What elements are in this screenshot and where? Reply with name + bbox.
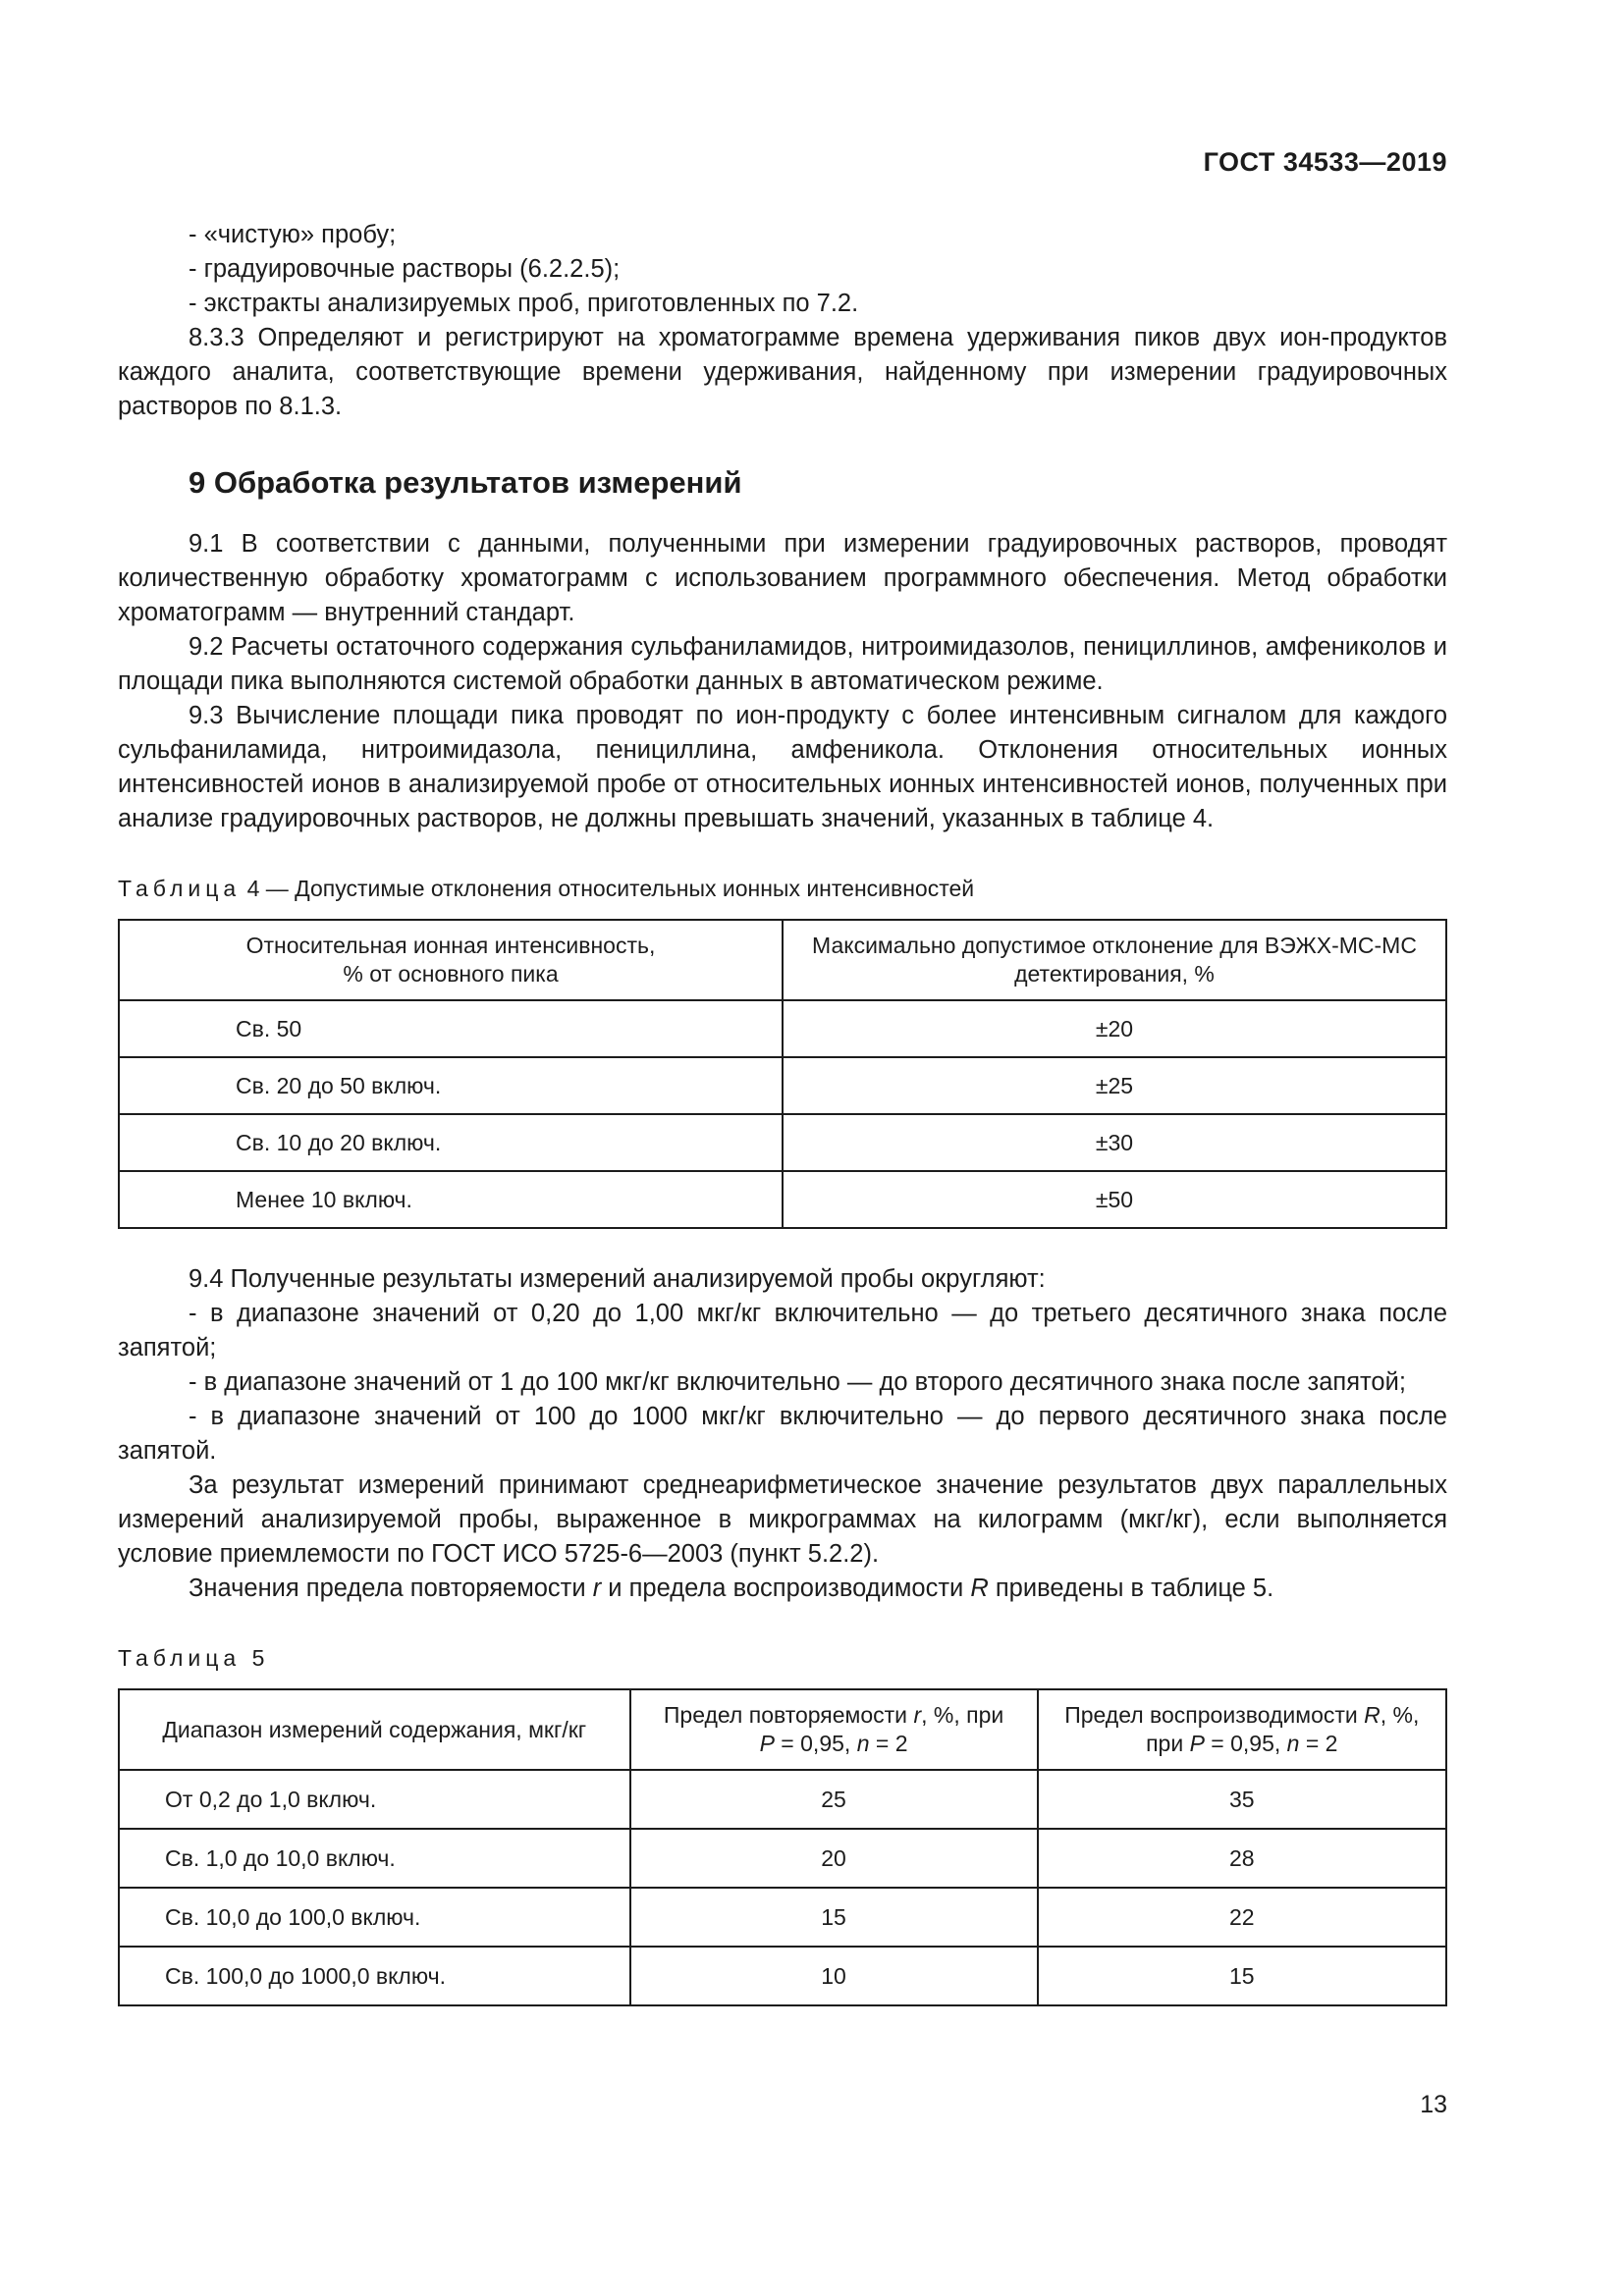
table-cell: Св. 10,0 до 100,0 включ.	[119, 1888, 630, 1947]
table-row	[119, 1947, 1446, 2005]
table-cell: ±25	[783, 1057, 1446, 1114]
text-run: и предела воспроизводимости	[601, 1575, 971, 1602]
section-title: 9 Обработка результатов измерений	[189, 465, 742, 500]
text-run: Предел воспроизводимости	[1064, 1702, 1365, 1728]
column-header: Диапазон измерений содержания, мкг/кг	[119, 1689, 630, 1770]
paragraph-9-3: 9.3 Вычисление площади пика проводят по ион-продукту с более интенсивным сигналом для каждого сульфаниламида, нитроимидазола, пенициллина, амфеникола. Отклонения относительных ионных интенсивностей ионов в анализируемой пробе от относительных ионных интенсивностей ионов, полученных при анализе градуировочных растворов, не должны превышать значений, указанных в таблице 4.	[118, 702, 1447, 832]
table-4-title: 4 — Допустимые отклонения относительных ионных интенсивностей	[241, 876, 975, 901]
column-header	[1038, 1689, 1446, 1770]
list-item: - экстракты анализируемых проб, приготовленных по 7.2.	[189, 290, 859, 317]
list-item: - в диапазоне значений от 1 до 100 мкг/кг включительно — до второго десятичного знака после запятой;	[189, 1368, 1406, 1396]
text-run: приведены в таблице 5.	[988, 1575, 1274, 1602]
table-header-row	[119, 1689, 1446, 1770]
symbol-r: r	[592, 1575, 602, 1602]
document-header: ГОСТ 34533—2019	[1203, 147, 1447, 177]
table-cell: Св. 1,0 до 10,0 включ.	[119, 1829, 630, 1888]
text-run: = 0,95,	[1204, 1731, 1287, 1756]
text-run: = 2	[869, 1731, 908, 1756]
table-row	[119, 1057, 1446, 1114]
table-4-label: Таблица	[118, 876, 242, 901]
symbol-n: n	[856, 1731, 870, 1756]
table-header-row	[119, 920, 1446, 1000]
column-header-line: Максимально допустимое отклонение для ВЭЖХ-МС-МС	[812, 933, 1417, 958]
table-cell: 10	[630, 1947, 1038, 2005]
table-row	[119, 1114, 1446, 1171]
text-run: = 2	[1299, 1731, 1338, 1756]
table-5-caption	[118, 1643, 1447, 1673]
page-number: 13	[1420, 2091, 1447, 2118]
table-cell: 15	[1038, 1947, 1446, 2005]
column-header	[119, 920, 783, 1000]
table-row	[119, 1171, 1446, 1228]
table-cell: ±30	[783, 1114, 1446, 1171]
table-5-label: Таблица 5	[118, 1645, 270, 1671]
list-item: - в диапазоне значений от 0,20 до 1,00 мкг/кг включительно — до третьего десятичного знака после запятой;	[118, 1300, 1447, 1362]
table-cell: 35	[1038, 1770, 1446, 1829]
column-header-line: детектирования, %	[1014, 961, 1215, 987]
table-cell: Св. 100,0 до 1000,0 включ.	[119, 1947, 630, 2005]
symbol-P: P	[759, 1731, 775, 1756]
table-5	[118, 1688, 1447, 2006]
paragraph-9-2: 9.2 Расчеты остаточного содержания сульфаниламидов, нитроимидазолов, пенициллинов, амфениколов и площади пика выполняются системой обработки данных в автоматическом режиме.	[118, 633, 1447, 695]
table-cell: Менее 10 включ.	[119, 1171, 783, 1228]
table-cell: 25	[630, 1770, 1038, 1829]
symbol-R: R	[970, 1575, 989, 1602]
text-run: Значения предела повторяемости	[189, 1575, 593, 1602]
text-run: Предел повторяемости	[663, 1702, 914, 1728]
text-run: = 0,95,	[774, 1731, 857, 1756]
table-cell: 22	[1038, 1888, 1446, 1947]
table-cell: 20	[630, 1829, 1038, 1888]
table-row	[119, 1000, 1446, 1057]
symbol-r: r	[913, 1702, 922, 1728]
table-cell: От 0,2 до 1,0 включ.	[119, 1770, 630, 1829]
paragraph-9-1: 9.1 В соответствии с данными, полученными при измерении градуировочных растворов, проводят количественную обработку хроматограмм с использованием программного обеспечения. Метод обработки хроматограмм — внутренний стандарт.	[118, 530, 1447, 626]
list-item: - «чистую» пробу;	[189, 221, 397, 248]
paragraph-9-4: 9.4 Полученные результаты измерений анализируемой пробы округляют:	[189, 1265, 1046, 1293]
table-cell: ±20	[783, 1000, 1446, 1057]
table-4	[118, 919, 1447, 1229]
list-item: - в диапазоне значений от 100 до 1000 мкг/кг включительно — до первого десятичного знака после запятой.	[118, 1403, 1447, 1465]
text-run: , %,	[1380, 1702, 1420, 1728]
column-header	[783, 920, 1446, 1000]
symbol-R: R	[1364, 1702, 1380, 1728]
text-run: при	[1146, 1731, 1190, 1756]
table-row	[119, 1829, 1446, 1888]
column-header-line: Относительная ионная интенсивность,	[245, 933, 656, 958]
table-cell: 15	[630, 1888, 1038, 1947]
paragraph-8-3-3: 8.3.3 Определяют и регистрируют на хроматограмме времена удерживания пиков двух ион-продуктов каждого аналита, соответствующие времени удерживания, найденному при измерении градуировочных растворов по 8.1.3.	[118, 324, 1447, 420]
column-header	[630, 1689, 1038, 1770]
table-cell: ±50	[783, 1171, 1446, 1228]
table-4-caption	[118, 874, 1447, 903]
column-header-line: % от основного пика	[343, 961, 559, 987]
symbol-P: P	[1189, 1731, 1205, 1756]
page-content	[118, 218, 1447, 2006]
table-row	[119, 1888, 1446, 1947]
table-cell: Св. 50	[119, 1000, 783, 1057]
table-cell: 28	[1038, 1829, 1446, 1888]
text-run: , %, при	[921, 1702, 1004, 1728]
table-cell: Св. 10 до 20 включ.	[119, 1114, 783, 1171]
paragraph-limits	[118, 1572, 1447, 1606]
list-item: - градуировочные растворы (6.2.2.5);	[189, 255, 621, 283]
paragraph-result: За результат измерений принимают среднеарифметическое значение результатов двух параллельных измерений анализируемой пробы, выраженное в микрограммах на килограмм (мкг/кг), если выполняется условие приемлемости по ГОСТ ИСО 5725-6—2003 (пункт 5.2.2).	[118, 1471, 1447, 1568]
symbol-n: n	[1286, 1731, 1300, 1756]
table-cell: Св. 20 до 50 включ.	[119, 1057, 783, 1114]
table-row	[119, 1770, 1446, 1829]
